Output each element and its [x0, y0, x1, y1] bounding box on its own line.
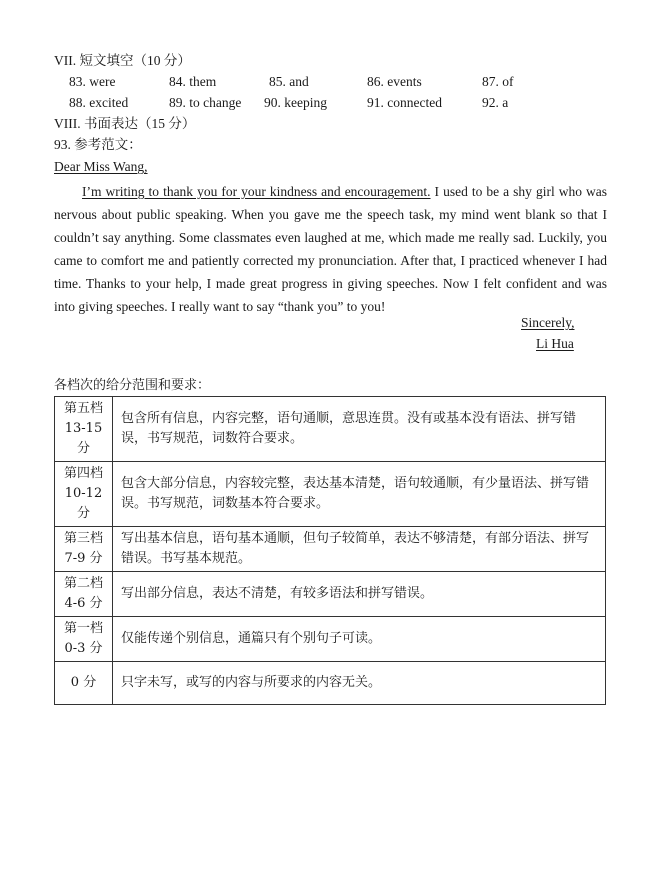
section-8-heading: VIII. 书面表达（15 分） — [54, 116, 196, 131]
answer-87: 87. of — [482, 74, 514, 89]
grade-row-3 — [55, 527, 606, 572]
grade-range: 0-3 分 — [64, 641, 103, 656]
grade-row-2 — [55, 572, 606, 617]
grade-level: 第一档 — [63, 621, 103, 636]
item-93-label: 93. 参考范文： — [54, 137, 142, 152]
answer-84: 84. them — [169, 74, 217, 89]
grade-description: 写出部分信息，表达不清楚，有较多语法和拼写错误。 — [113, 572, 606, 617]
letter-salutation: Dear Miss Wang, — [54, 159, 148, 174]
letter-opening-sentence: I’m writing to thank you for your kindness and encouragement. — [82, 184, 431, 199]
grade-description: 包含大部分信息，内容较完整，表达基本清楚，语句较通顺，有少量语法、拼写错误。书写规范，词数基本符合要求。 — [113, 462, 606, 527]
answer-90: 90. keeping — [264, 95, 327, 110]
grade-range: 7-9 分 — [64, 551, 103, 566]
grade-level: 0 分 — [70, 675, 97, 690]
grade-row-5 — [55, 397, 606, 462]
grade-level: 第二档 — [63, 576, 103, 591]
grade-range: 10-12 分 — [64, 486, 103, 521]
grade-level-cell — [55, 662, 113, 705]
letter-closing: Sincerely, — [521, 315, 575, 330]
grade-level: 第四档 — [63, 466, 103, 481]
grade-level-cell — [55, 397, 113, 462]
grade-row-0 — [55, 662, 606, 705]
answer-88: 88. excited — [69, 95, 129, 110]
grade-level-cell — [55, 617, 113, 662]
answer-86: 86. events — [367, 74, 422, 89]
grade-level-cell — [55, 572, 113, 617]
grade-level: 第五档 — [63, 401, 103, 416]
grade-level: 第三档 — [63, 531, 103, 546]
answer-91: 91. connected — [367, 95, 442, 110]
grade-description: 仅能传递个别信息，通篇只有个别句子可读。 — [113, 617, 606, 662]
letter-signature: Li Hua — [536, 336, 574, 351]
letter-body — [54, 180, 607, 318]
grade-level-cell — [55, 462, 113, 527]
answer-83: 83. were — [69, 74, 116, 89]
answer-85: 85. and — [269, 74, 309, 89]
grading-table — [54, 396, 606, 705]
grade-description: 写出基本信息，语句基本通顺，但句子较简单，表达不够清楚，有部分语法、拼写错误。书写基本规范。 — [113, 527, 606, 572]
grading-caption: 各档次的给分范围和要求： — [54, 378, 211, 393]
grade-description: 只字未写，或写的内容与所要求的内容无关。 — [113, 662, 606, 705]
grade-row-1 — [55, 617, 606, 662]
grade-description: 包含所有信息，内容完整，语句通顺，意思连贯。没有或基本没有语法、拼写错误，书写规范，词数符合要求。 — [113, 397, 606, 462]
grade-range: 4-6 分 — [64, 596, 103, 611]
section-7-heading: VII. 短文填空（10 分） — [54, 53, 191, 68]
grade-row-4 — [55, 462, 606, 527]
grade-range: 13-15 分 — [64, 421, 103, 456]
answer-92: 92. a — [482, 95, 509, 110]
answer-89: 89. to change — [169, 95, 242, 110]
letter-body-text: I used to be a shy girl who was nervous about public speaking. When you gave me the speech task, my mind went blank so that I couldn’t say anything. Some classmates even laughed at me, which made me really sad. Luckily, you came to comfort me and patiently corrected my pronunciation. After that, I practiced whenever I had time. Thanks to your help, I made great progress in giving speeches. Now I felt confident and was into giving speeches. I really want to say “thank you” to you! — [54, 184, 607, 314]
grade-level-cell — [55, 527, 113, 572]
